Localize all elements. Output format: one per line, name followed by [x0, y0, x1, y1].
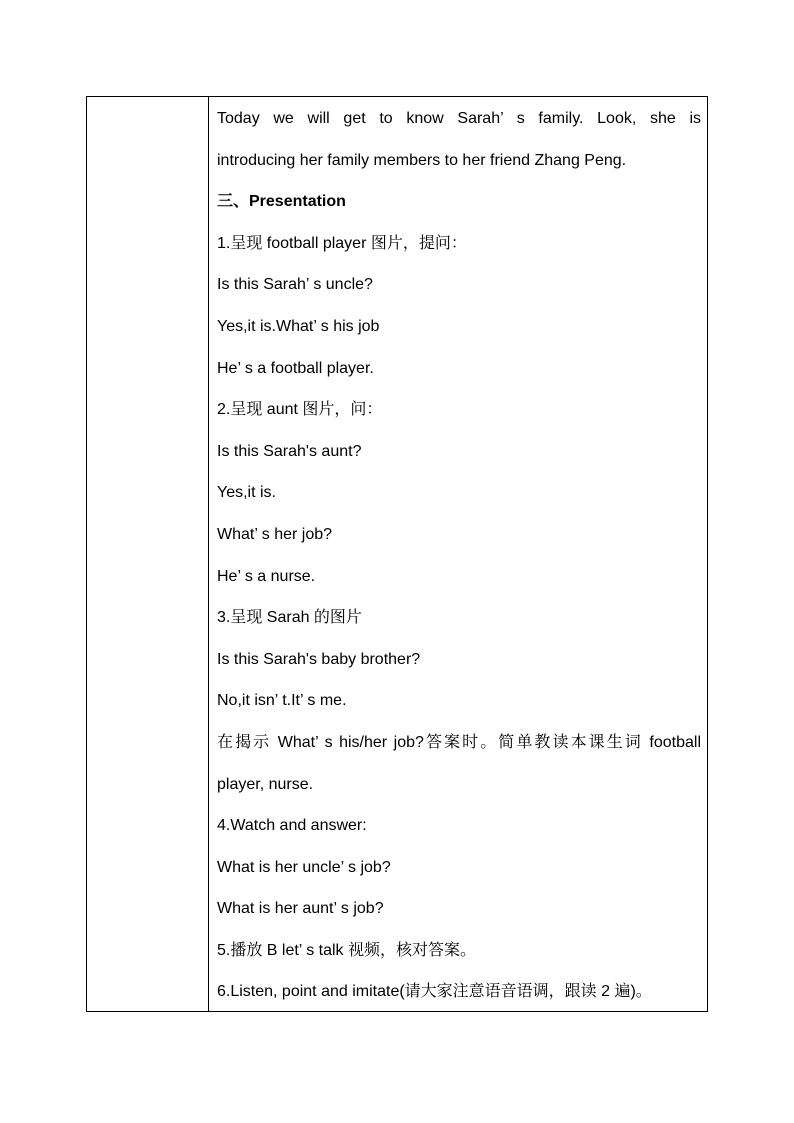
- dialogue-line: Yes,it is.What’ s his job: [217, 317, 380, 335]
- dialogue-line: He’ s a nurse.: [217, 567, 316, 585]
- step-1: 1.呈现 football player 图片，提问：: [217, 234, 467, 252]
- dialogue-line: Is this Sarah's aunt?: [217, 442, 362, 460]
- teaching-note-line-1: 在揭示 What’ s his/her job?答案时。简单教读本课生词 football: [217, 733, 701, 751]
- question-line: What is her uncle’ s job?: [217, 858, 391, 876]
- section-heading-presentation: 三、Presentation: [217, 193, 346, 211]
- question-line: What is her aunt’ s job?: [217, 900, 384, 918]
- intro-line-1: Today we will get to know Sarah’ s family. Look, she is: [217, 110, 701, 127]
- dialogue-line: Yes,it is.: [217, 484, 276, 502]
- intro-line-2: introducing her family members to her friend Zhang Peng.: [217, 151, 627, 169]
- teaching-note-line-2: player, nurse.: [217, 775, 314, 793]
- step-2: 2.呈现 aunt 图片，问：: [217, 401, 383, 419]
- step-4: 4.Watch and answer:: [217, 817, 367, 835]
- lesson-table: [86, 96, 708, 1012]
- dialogue-line: Is this Sarah’ s uncle?: [217, 276, 373, 294]
- step-5: 5.播放 B let’ s talk 视频，核对答案。: [217, 941, 477, 959]
- table-content-cell: [209, 97, 707, 1011]
- dialogue-line: No,it isn’ t.It’ s me.: [217, 692, 347, 710]
- dialogue-line: Is this Sarah's baby brother?: [217, 650, 421, 668]
- dialogue-line: What’ s her job?: [217, 525, 333, 543]
- dialogue-line: He’ s a football player.: [217, 359, 374, 377]
- step-3: 3.呈现 Sarah 的图片: [217, 609, 362, 627]
- table-left-cell: [87, 97, 209, 1011]
- step-6: 6.Listen, point and imitate(请大家注意语音语调，跟读 2 遍)。: [217, 983, 652, 1001]
